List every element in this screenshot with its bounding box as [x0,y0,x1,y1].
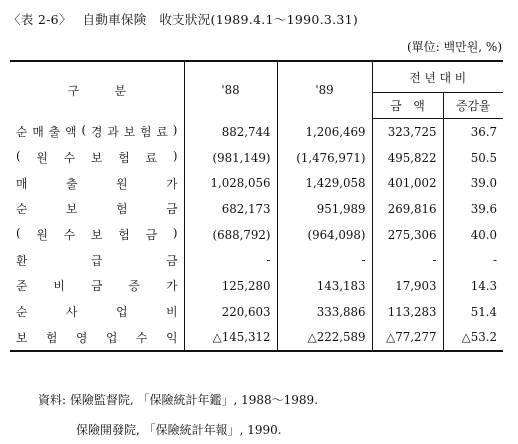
value-rate: - [443,247,503,273]
value-amount: 275,306 [372,222,443,248]
table-row [10,247,503,273]
source-line-1: 資料: 保險監督院, 「保險統計年鑑」, 1988～1989. [38,393,319,407]
value-rate: 51.4 [443,299,503,325]
value-amount: 17,903 [372,273,443,299]
value-rate: 50.5 [443,145,503,171]
value-1989: - [277,247,372,273]
value-rate: 40.0 [443,222,503,248]
value-1989: (964,098) [277,222,372,248]
value-1989: △222,589 [277,325,372,352]
row-label: 보 험 영 업 수 익 [10,325,184,352]
value-1988: 882,744 [184,119,277,145]
row-label: ( 원 수 보 험 금 ) [10,222,184,248]
table-row [10,170,503,196]
table-row [10,273,503,299]
value-amount: 495,822 [372,145,443,171]
value-amount: 269,816 [372,196,443,222]
row-label: 준 비 금 증 가 [10,273,184,299]
value-1989: 1,206,469 [277,119,372,145]
value-amount: 401,002 [372,170,443,196]
unit-note: (單位: 백만원, %) [406,40,502,54]
value-amount: 113,283 [372,299,443,325]
value-1988: (981,149) [184,145,277,171]
value-1988: - [184,247,277,273]
value-rate: △53.2 [443,325,503,352]
row-label: 순 보 험 금 [10,196,184,222]
value-rate: 14.3 [443,273,503,299]
insurance-table [10,60,503,352]
table-row [10,299,503,325]
table-row [10,222,503,248]
table-row [10,119,503,145]
value-1989: 333,886 [277,299,372,325]
row-label: 순 사 업 비 [10,299,184,325]
value-1988: 125,280 [184,273,277,299]
value-1989: (1,476,971) [277,145,372,171]
header-1989: '89 [277,61,372,119]
header-rate: 증감율 [443,93,503,119]
header-yoy: 전 년 대 비 [372,61,503,93]
value-amount: 323,725 [372,119,443,145]
value-amount: - [372,247,443,273]
value-rate: 39.0 [443,170,503,196]
table-row [10,145,503,171]
row-label: 환 급 금 [10,247,184,273]
header-amount: 금 액 [372,93,443,119]
value-1989: 951,989 [277,196,372,222]
row-label: ( 원 수 보 험 료 ) [10,145,184,171]
table-row [10,196,503,222]
table-body [10,119,503,352]
header-category: 구 분 [10,61,184,119]
value-1988: 682,173 [184,196,277,222]
value-rate: 39.6 [443,196,503,222]
value-1988: 220,603 [184,299,277,325]
value-1988: △145,312 [184,325,277,352]
source-line-2: 保險開發院, 「保險統計年報」, 1990. [76,423,282,437]
table-title: 〈表 2-6〉 自動車保険 收支狀況(1989.4.1～1990.3.31) [8,12,359,27]
value-1989: 1,429,058 [277,170,372,196]
value-1988: (688,792) [184,222,277,248]
header-1988: '88 [184,61,277,119]
table-row [10,325,503,352]
row-label: 순 매 출 액 ( 경 과 보 험 료 ) [10,119,184,145]
value-rate: 36.7 [443,119,503,145]
value-amount: △77,277 [372,325,443,352]
row-label: 매 출 원 가 [10,170,184,196]
value-1989: 143,183 [277,273,372,299]
value-1988: 1,028,056 [184,170,277,196]
